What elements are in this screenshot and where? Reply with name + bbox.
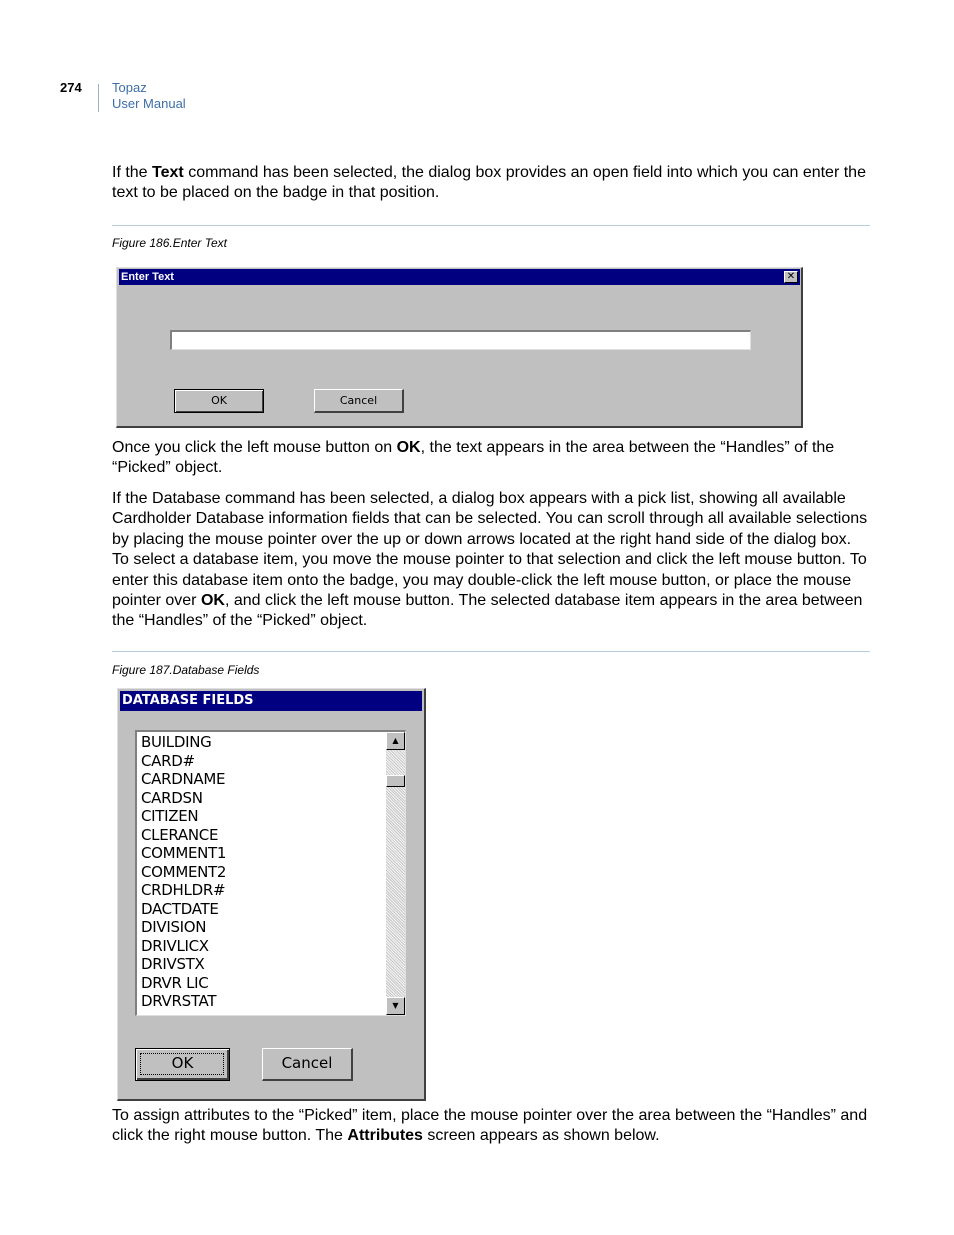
list-item[interactable]: DRVR LIC [141, 973, 209, 992]
list-item[interactable]: DRIVLICX [141, 936, 209, 955]
close-icon[interactable]: ✕ [784, 271, 798, 283]
db-text-post: , and click the left mouse button. The selected database item appears in the area between the “Handles” of the “Picked” object. [112, 592, 863, 630]
list-item[interactable]: CARDSN [141, 788, 203, 807]
scroll-down-arrow-icon[interactable]: ▼ [386, 997, 405, 1015]
database-paragraph [112, 489, 870, 632]
list-item[interactable]: DRVRSTAT [141, 992, 217, 1010]
list-item[interactable]: CARD# [141, 751, 195, 770]
list-item[interactable]: COMMENT1 [141, 844, 227, 862]
page-number: 274 [60, 80, 82, 95]
dialog-title: Enter Text [121, 271, 174, 283]
db-text-pre: If the Database command has been selected, a dialog box appears with a pick list, showing all available Cardholder Database information fields that can be selected. You can scroll through all available selections by placing the mouse pointer over the up or down arrows located at the right hand side of the dialog box. To select a database item, you move the mouse pointer to that selection and click the left mouse button. To enter this database item onto the badge, you may double-click the left mouse button, or place the mouse pointer over [112, 490, 868, 610]
focus-rectangle [140, 1053, 224, 1075]
db-text-bold: OK [200, 592, 225, 610]
ok-button[interactable] [135, 1048, 230, 1081]
header-divider [98, 84, 99, 112]
running-header [112, 80, 186, 112]
database-fields-list[interactable] [135, 730, 406, 1016]
figure-divider [112, 225, 870, 226]
header-manual: User Manual [112, 96, 186, 111]
dialog-title-bar [119, 269, 800, 285]
dialog-title: DATABASE FIELDS [120, 691, 422, 711]
intro-text-bold: Text [152, 164, 184, 181]
list-item[interactable]: CARDNAME [141, 770, 226, 788]
attr-text-post: screen appears as shown below. [422, 1127, 660, 1145]
list-item[interactable]: DRIVSTX [141, 955, 205, 973]
ok-button-label: OK [171, 1054, 194, 1072]
vertical-scrollbar[interactable] [386, 732, 405, 1015]
list-items [141, 733, 226, 1011]
intro-text-pre: If the [112, 164, 153, 181]
cancel-button[interactable]: Cancel [262, 1048, 353, 1081]
database-fields-dialog [117, 688, 426, 1101]
scroll-thumb[interactable] [386, 775, 405, 787]
ok-paragraph [112, 438, 870, 479]
list-item[interactable]: CRDHLDR# [141, 881, 226, 899]
attributes-paragraph [112, 1106, 870, 1147]
figure-divider [112, 651, 870, 652]
ok-text-post: , the text appears in the area between the “Handles” of the “Picked” object. [112, 439, 835, 477]
ok-text-bold: OK [396, 439, 421, 456]
list-item[interactable]: DACTDATE [141, 899, 219, 918]
intro-text-post: command has been selected, the dialog box provides an open field into which you can enter the text to be placed on the badge in that position. [112, 164, 866, 202]
figure-186-caption: Figure 186.Enter Text [112, 236, 227, 250]
list-item[interactable]: CITIZEN [141, 807, 199, 825]
ok-text-pre: Once you click the left mouse button on [112, 439, 397, 456]
cancel-button[interactable]: Cancel [314, 389, 404, 413]
ok-button[interactable]: OK [174, 389, 264, 413]
attr-text-bold: Attributes [347, 1127, 423, 1145]
list-item[interactable]: BUILDING [141, 733, 212, 751]
attr-text-pre: To assign attributes to the “Picked” item, place the mouse pointer over the area between the “Handles” and click the right mouse button. The [112, 1107, 868, 1145]
text-input[interactable] [170, 330, 751, 350]
scroll-up-arrow-icon[interactable]: ▲ [386, 732, 405, 750]
figure-187-caption: Figure 187.Database Fields [112, 663, 260, 677]
enter-text-dialog [116, 267, 803, 428]
list-item[interactable]: CLERANCE [141, 825, 219, 844]
header-product: Topaz [112, 80, 147, 95]
intro-paragraph [112, 163, 870, 204]
list-item[interactable]: COMMENT2 [141, 862, 227, 881]
list-item[interactable]: DIVISION [141, 918, 207, 936]
